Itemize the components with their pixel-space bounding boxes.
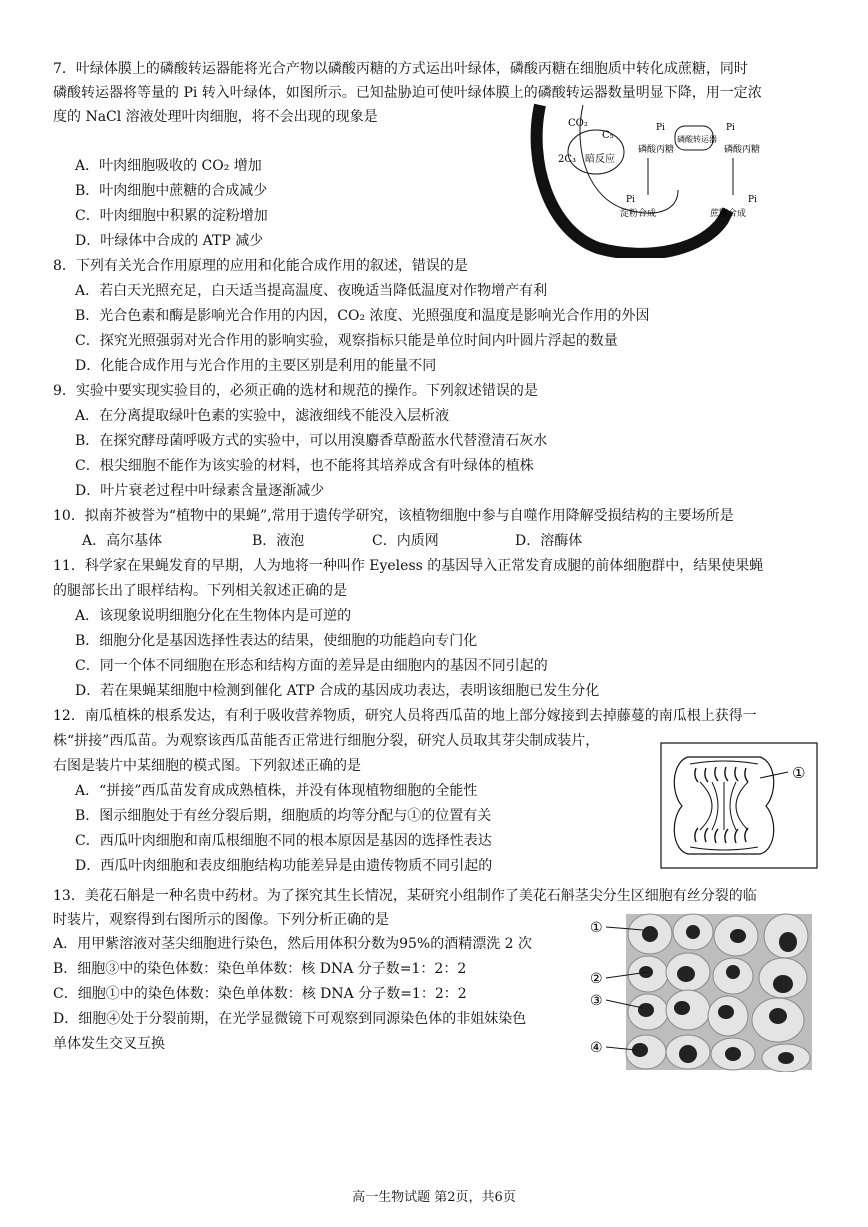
q13-line-2: 时装片，观察得到右图所示的图像。下列分析正确的是 bbox=[53, 912, 389, 928]
fig-label-dark-reaction: 暗反应 bbox=[585, 154, 615, 165]
q7-line-1: 7．叶绿体膜上的磷酸转运器能将光合产物以磷酸丙糖的方式运出叶绿体，磷酸丙糖在细胞质中转化成蔗糖，同时 bbox=[53, 61, 748, 77]
chromosomes-bottom bbox=[695, 828, 748, 843]
q8-option-d: D．化能合成作用与光合作用的主要区别是利用的能量不同 bbox=[75, 358, 437, 374]
q13-option-a: A．用甲紫溶液对茎尖细胞进行染色，然后用体积分数为95%的酒精漂洗 2 次 bbox=[53, 936, 533, 952]
pointer-line bbox=[760, 772, 788, 778]
q9-stem: 9．实验中要实现实验目的，必须正确的选材和规范的操作。下列叙述错误的是 bbox=[53, 383, 538, 399]
q9-option-a: A．在分离提取绿叶色素的实验中，滤液细线不能没入层析液 bbox=[75, 408, 450, 424]
fig-label-starch: 淀粉合成 bbox=[620, 209, 657, 219]
fig-label-pi-4: Pi bbox=[748, 195, 757, 205]
q12-option-c: C．西瓜叶肉细胞和南瓜根细胞不同的根本原因是基因的选择性表达 bbox=[75, 833, 492, 849]
q12-option-d: D．西瓜叶肉细胞和表皮细胞结构功能差异是由遗传物质不同引起的 bbox=[75, 858, 493, 874]
q11-line-1: 11．科学家在果蝇发育的早期，人为地将一种叫作 Eyeless 的基因导入正常发育成腿的前体细胞群中，结果使果蝇 bbox=[53, 558, 764, 574]
q12-line-3: 右图是装片中某细胞的模式图。下列叙述正确的是 bbox=[53, 758, 361, 774]
q13-option-b: B．细胞③中的染色体数：染色单体数：核 DNA 分子数=1：2：2 bbox=[53, 961, 467, 977]
q9-option-c: C．根尖细胞不能作为该实验的材料，也不能将其培养成含有叶绿体的植株 bbox=[75, 458, 534, 474]
q11-option-d: D．若在果蝇某细胞中检测到催化 ATP 合成的基因成功表达，表明该细胞已发生分化 bbox=[75, 683, 600, 699]
q11-line-2: 的腿部长出了眼样结构。下列相关叙述正确的是 bbox=[53, 583, 347, 599]
figure-label-1: ① bbox=[792, 764, 806, 782]
spindle-fibers bbox=[700, 782, 748, 830]
q7-chloroplast-diagram bbox=[528, 100, 798, 258]
fig-label-co2: CO₂ bbox=[568, 118, 588, 129]
micrograph-label-1: ① bbox=[590, 920, 603, 936]
fig-label-triose-inner: 磷酸丙糖 bbox=[638, 145, 675, 155]
fig-label-translocator: 磷酸转运器 bbox=[677, 135, 717, 144]
micrograph-label-2: ② bbox=[590, 971, 603, 987]
q13-line-1: 13．美花石斛是一种名贵中药材。为了探究其生长情况，某研究小组制作了美花石斛茎尖分生区细胞有丝分裂的临 bbox=[53, 888, 757, 904]
q11-option-b: B．细胞分化是基因选择性表达的结果，使细胞的功能趋向专门化 bbox=[75, 633, 478, 649]
q9-option-b: B．在探究酵母菌呼吸方式的实验中，可以用溴麝香草酚蓝水代替澄清石灰水 bbox=[75, 433, 548, 449]
page-footer: 高一生物试题 第2页，共6页 bbox=[352, 1190, 516, 1205]
q10-stem: 10．拟南芥被誉为“植物中的果蝇”,常用于遗传学研究，该植物细胞中参与自噬作用降解受损结构的主要场所是 bbox=[53, 508, 734, 524]
q13-option-d-cont: 单体发生交叉互换 bbox=[53, 1036, 165, 1052]
chromosomes-top bbox=[695, 767, 748, 782]
pole-bottom bbox=[690, 847, 758, 850]
fig-label-pi-3: Pi bbox=[726, 123, 735, 133]
q7-line-3: 度的 NaCl 溶液处理叶肉细胞，将不会出现的现象是 bbox=[53, 109, 378, 125]
q8-option-b: B．光合色素和酶是影响光合作用的内因，CO₂ 浓度、光照强度和温度是影响光合作用的外因 bbox=[75, 308, 650, 324]
q10-option-a: A．高尔基体 bbox=[82, 533, 163, 549]
q9-option-d: D．叶片衰老过程中叶绿素含量逐渐减少 bbox=[75, 483, 325, 499]
fig-label-triose-outer: 磷酸丙糖 bbox=[724, 145, 761, 155]
q12-option-a: A．“拼接”西瓜苗发育成成熟植株，并没有体现植物细胞的全能性 bbox=[75, 783, 478, 799]
fig-label-2c3: 2C₃ bbox=[558, 154, 577, 165]
q12-line-2: 株“拼接”西瓜苗。为观察该西瓜苗能否正常进行细胞分裂，研究人员取其芽尖制成装片， bbox=[53, 733, 600, 749]
chloroplast-membrane bbox=[537, 105, 728, 254]
fig-label-pi-1: Pi bbox=[626, 195, 635, 205]
q13-option-c: C．细胞①中的染色体数：染色单体数：核 DNA 分子数=1：2：2 bbox=[53, 986, 467, 1002]
fig-label-sucrose: 蔗糖合成 bbox=[710, 209, 747, 219]
q13-micrograph-figure bbox=[588, 912, 814, 1072]
q10-option-b: B．液泡 bbox=[252, 533, 305, 549]
q8-stem: 8．下列有关光合作用原理的应用和化能合成作用的叙述，错误的是 bbox=[53, 258, 468, 274]
micrograph-label-3: ③ bbox=[590, 993, 603, 1009]
q13-option-d: D．细胞④处于分裂前期，在光学显微镜下可观察到同源染色体的非姐妹染色 bbox=[53, 1011, 527, 1027]
q11-option-a: A．该现象说明细胞分化在生物体内是可逆的 bbox=[75, 608, 352, 624]
calvin-cycle-circle bbox=[568, 130, 624, 174]
q7-option-c: C．叶肉细胞中积累的淀粉增加 bbox=[75, 208, 268, 224]
fig-label-pi-2: Pi bbox=[656, 123, 665, 133]
q12-option-b: B．图示细胞处于有丝分裂后期，细胞质的均等分配与①的位置有关 bbox=[75, 808, 492, 824]
q12-mitosis-cell-figure bbox=[660, 742, 820, 870]
q10-option-d: D．溶酶体 bbox=[515, 533, 583, 549]
q8-option-a: A．若白天光照充足，白天适当提高温度、夜晚适当降低温度对作物增产有利 bbox=[75, 283, 548, 299]
q10-option-c: C．内质网 bbox=[372, 533, 439, 549]
pole-top bbox=[690, 761, 758, 764]
q7-option-b: B．叶肉细胞中蔗糖的合成减少 bbox=[75, 183, 268, 199]
q12-line-1: 12．南瓜植株的根系发达，有利于吸收营养物质，研究人员将西瓜苗的地上部分嫁接到去掉藤蔓的南瓜根上获得一 bbox=[53, 708, 757, 724]
q7-option-d: D．叶绿体中合成的 ATP 减少 bbox=[75, 233, 264, 249]
q7-option-a: A．叶肉细胞吸收的 CO₂ 增加 bbox=[75, 158, 262, 174]
q8-option-c: C．探究光照强弱对光合作用的影响实验，观察指标只能是单位时间内叶圆片浮起的数量 bbox=[75, 333, 618, 349]
q11-option-c: C．同一个体不同细胞在形态和结构方面的差异是由细胞内的基因不同引起的 bbox=[75, 658, 548, 674]
q7-line-2: 磷酸转运器将等量的 Pi 转入叶绿体，如图所示。已知盐胁迫可使叶绿体膜上的磷酸转运器数量明显下降，用一定浓 bbox=[53, 85, 762, 101]
micrograph-label-4: ④ bbox=[590, 1040, 603, 1056]
fig-label-c5: C₅ bbox=[602, 130, 614, 141]
